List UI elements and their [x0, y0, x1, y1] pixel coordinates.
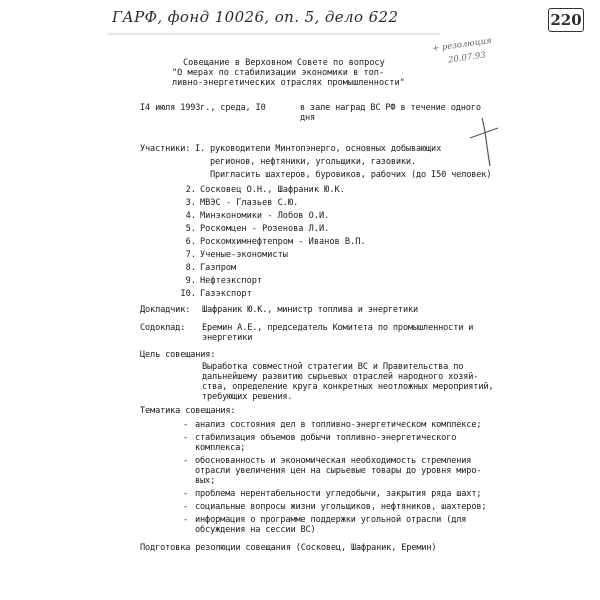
margin-stroke — [482, 118, 490, 166]
participant-1-num: I. — [195, 144, 206, 154]
handwritten-note-2: 20.07.93 — [447, 50, 487, 66]
topic-line-cont: комплекса; — [195, 443, 246, 453]
participants-label: Участники: — [140, 144, 191, 154]
participant-text: Минэкономики - Лобов О.И. — [200, 211, 330, 221]
topic-line-cont: вых; — [195, 476, 216, 486]
topic-item: - социальные вопросы жизни угольщиков, нефтяников, шахтеров; — [183, 502, 487, 512]
goal-label: Цель совещания: — [140, 350, 216, 360]
title-line-3: ливно-энергетических отраслях промышленности" — [172, 78, 405, 88]
participant-num: 6. — [185, 237, 196, 247]
participant-num: I0. — [180, 289, 196, 299]
topic-line-cont: обсуждения на сессии ВС) — [195, 525, 316, 535]
meeting-place-2: дня — [300, 113, 316, 123]
participant-num: 8. — [185, 263, 196, 273]
participant-item — [176, 250, 288, 260]
topics-label: Тематика совещания: — [140, 406, 236, 416]
archive-reference: ГАРФ, фонд 10026, оп. 5, дело 622 — [112, 8, 399, 26]
participant-text: Сосковец О.Н., Шафраник Ю.К. — [200, 185, 345, 195]
meeting-date: I4 июля 1993г., среда, I0 — [140, 103, 266, 113]
participant-item — [176, 263, 236, 273]
topic-item: - обоснованность и экономическая необходимость стремления — [183, 456, 472, 466]
participant-num: 4. — [185, 211, 196, 221]
topic-line-cont: отрасли увеличения цен на сырьевые товары до уровня миро- — [195, 466, 482, 476]
resolution-text: Подготовка резолюции совещания (Сосковец, Шафраник, Еремин) — [140, 543, 437, 553]
participant-item — [176, 198, 298, 208]
cospeaker-line-2: энергетики — [202, 333, 253, 343]
participant-1-line-3: Пригласить шахтеров, буровиков, рабочих (до I50 человек) — [210, 170, 492, 180]
topic-line: информация о программе поддержки угольной отрасли (для — [195, 515, 467, 525]
topic-item: - проблема нерентабельности угледобычи, закрытия ряда шахт; — [183, 489, 482, 499]
handwritten-note-1: + резолюция — [431, 35, 493, 55]
topic-item: - анализ состояния дел в топливно-энергетическом комплексе; — [183, 420, 482, 430]
speaker-label: Докладчик: — [140, 305, 191, 315]
topic-line: социальные вопросы жизни угольщиков, нефтяников, шахтеров; — [195, 502, 487, 512]
participant-text: Нефтеэкспорт — [200, 276, 263, 286]
title-line-2: "О мерах по стабилизации экономики в топ- — [172, 68, 385, 78]
participant-item — [176, 237, 366, 247]
topic-item: - стабилизация объемов добычи топливно-энергетического — [183, 433, 457, 443]
participant-text: Газпром — [200, 263, 237, 273]
participant-item — [176, 211, 329, 221]
goal-line-3: ства, определение круга конкретных неотложных мероприятий, — [202, 382, 494, 392]
goal-line-1: Выработка совместной стратегии ВС и Правительства по — [202, 362, 464, 372]
participant-num: 3. — [185, 198, 196, 208]
participant-num: 9. — [185, 276, 196, 286]
participant-1-line-2: регионов, нефтяники, угольщики, газовики. — [210, 157, 416, 167]
participant-text: Роскомхимнефтепром - Иванов В.П. — [200, 237, 366, 247]
goal-line-4: требующих решения. — [202, 392, 293, 402]
participant-text: Роскомцен - Розенова Л.И. — [200, 224, 330, 234]
cospeaker-line-1: Еремин А.Е., председатель Комитета по промышленности и — [202, 323, 474, 333]
participant-item — [176, 224, 329, 234]
topic-line: анализ состояния дел в топливно-энергетическом комплексе; — [195, 420, 482, 430]
participant-1-line-1: руководители Минтопэнерго, основных добывающих — [210, 144, 442, 154]
participant-item — [176, 289, 252, 299]
page-number: 220 — [548, 8, 584, 32]
participant-num: 5. — [185, 224, 196, 234]
participant-num: 7. — [185, 250, 196, 260]
topic-line: стабилизация объемов добычи топливно-энергетического — [195, 433, 457, 443]
participant-item — [176, 185, 345, 195]
participant-num: 2. — [185, 185, 196, 195]
participant-text: МВЭС - Глазьев С.Ю. — [200, 198, 299, 208]
participant-item — [176, 276, 262, 286]
participant-text: Ученые-экономисты — [200, 250, 288, 260]
topic-line: проблема нерентабельности угледобычи, закрытия ряда шахт; — [195, 489, 482, 499]
title-line-1: Совещание в Верховном Совете по вопросу — [183, 58, 385, 68]
participant-text: Газэкспорт — [200, 289, 252, 299]
speaker-text: Шафраник Ю.К., министр топлива и энергетики — [202, 305, 419, 315]
topic-line: обоснованность и экономическая необходимость стремления — [195, 456, 472, 466]
cospeaker-label: Содоклад: — [140, 323, 186, 333]
meeting-place-1: в зале наград ВС РФ в течение одного — [300, 103, 481, 113]
goal-line-2: дальнейшему развитию сырьевых отраслей народного хозяй- — [202, 372, 479, 382]
topic-item: - информация о программе поддержки угольной отрасли (для — [183, 515, 467, 525]
